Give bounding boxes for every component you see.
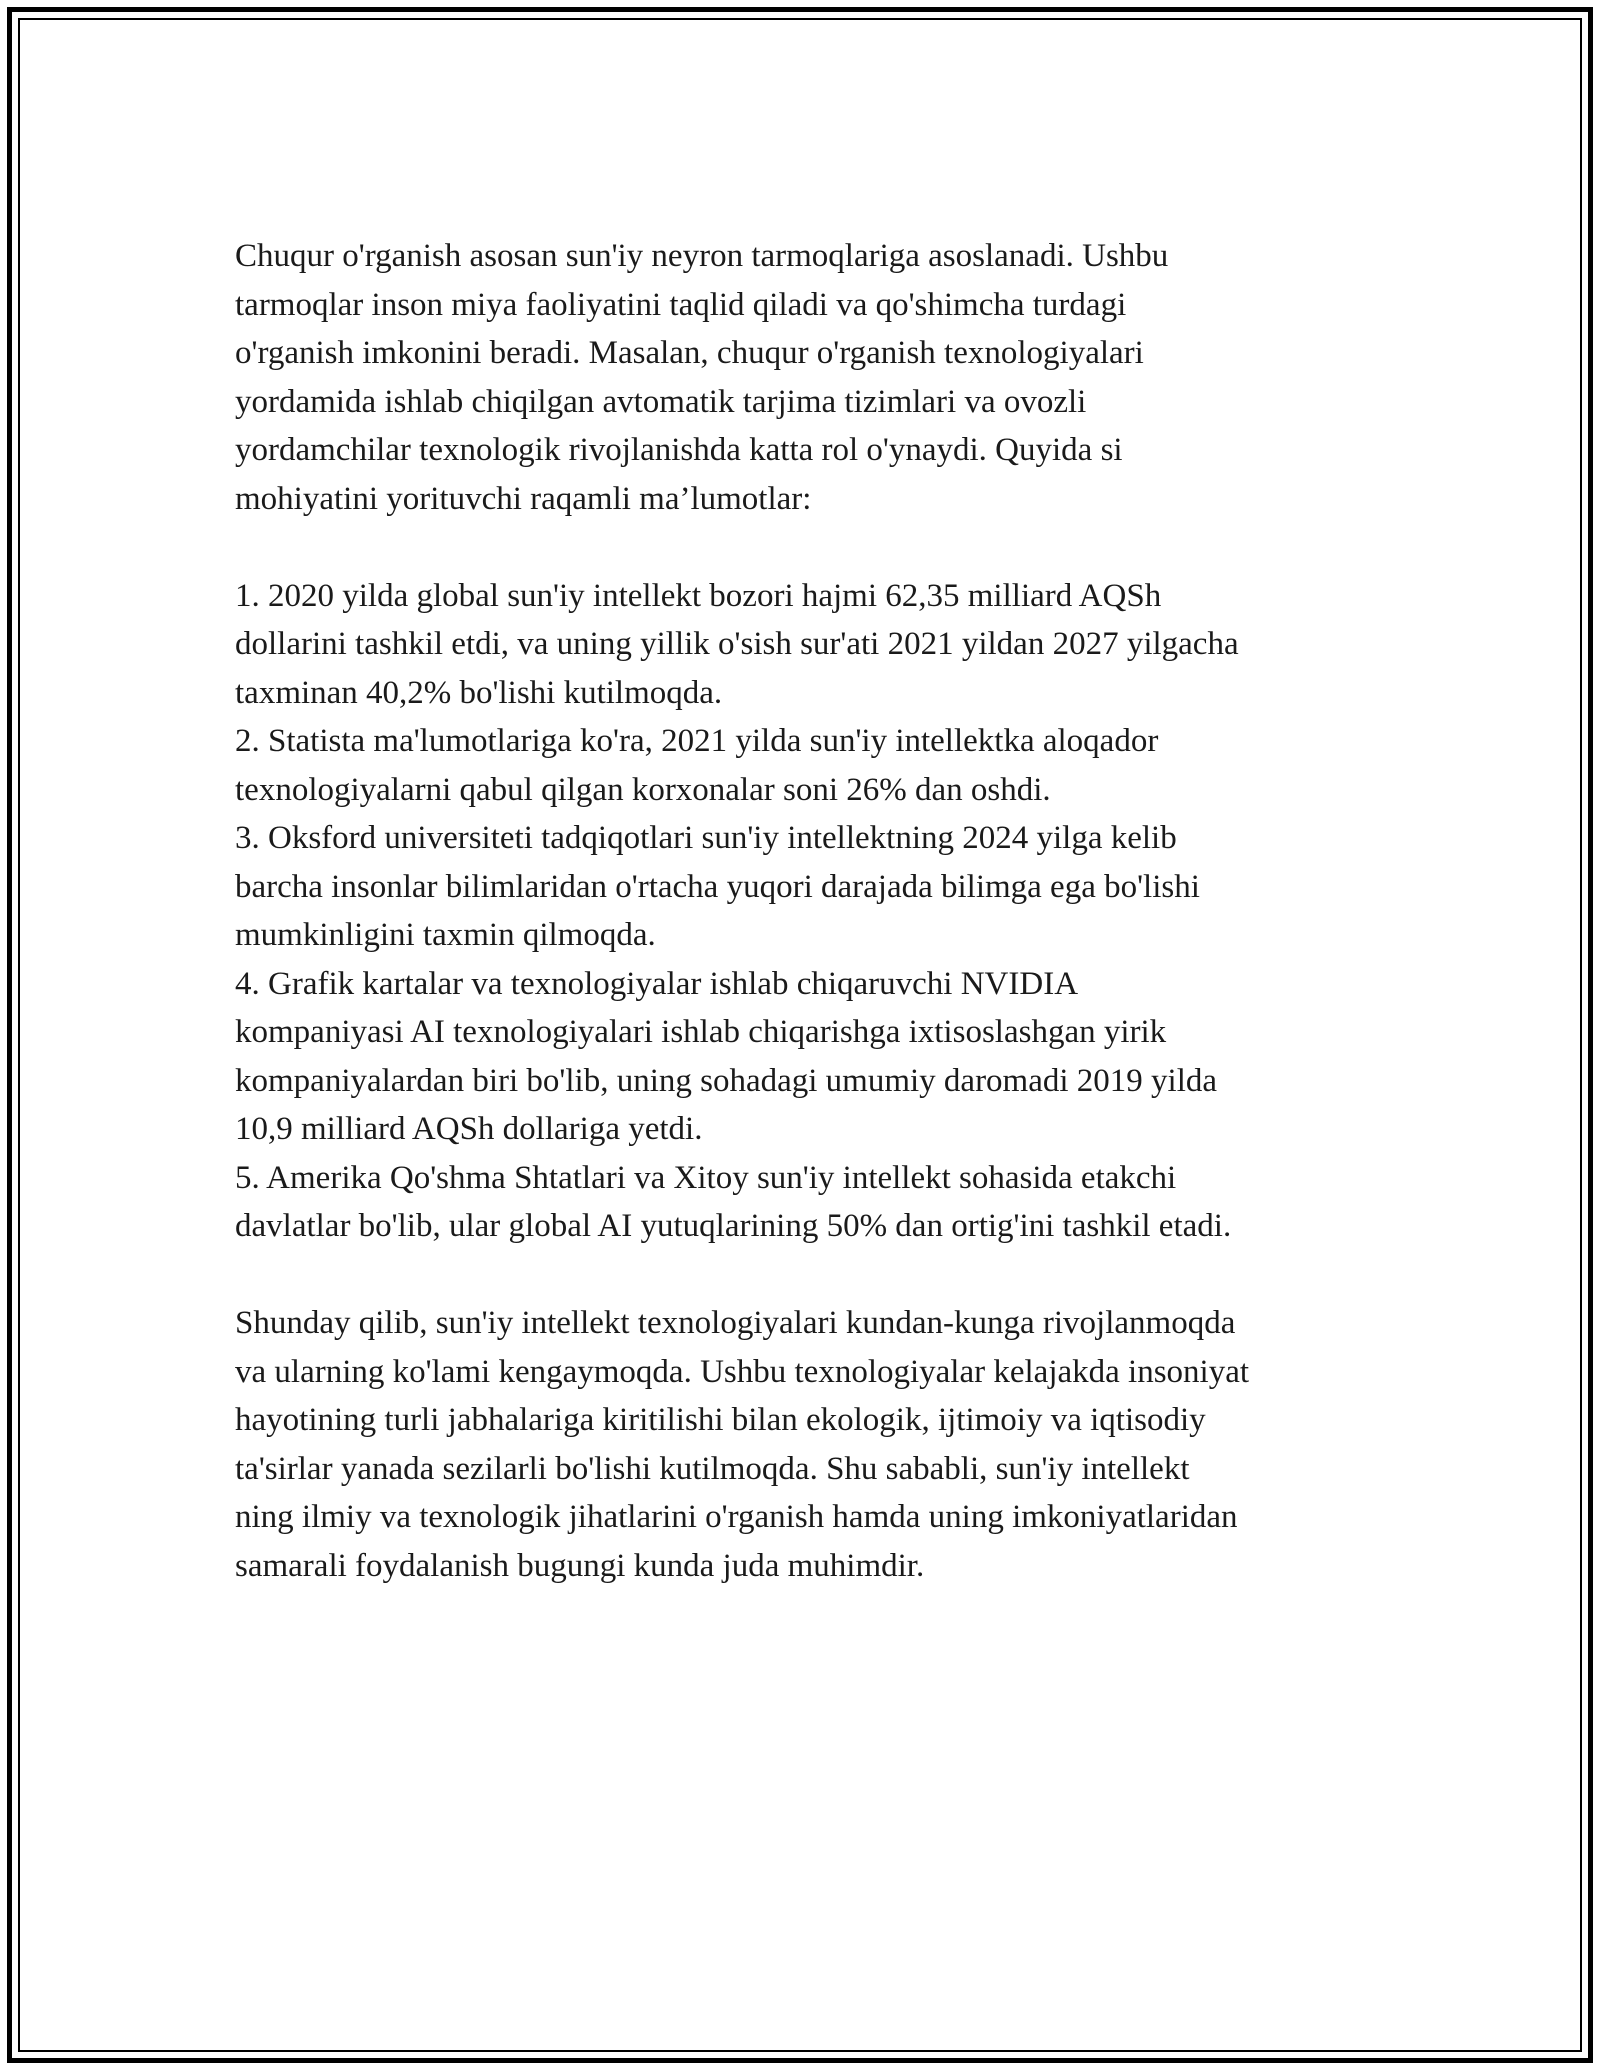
text-line: mohiyatini yorituvchi raqamli ma’lumotlar: <box>235 480 812 517</box>
facts-list <box>235 572 1385 1251</box>
text-line: yordamida ishlab chiqilgan avtomatik tarjima tizimlari va ovozli <box>235 383 1087 420</box>
text-line: 1. 2020 yilda global sun'iy intellekt bozori hajmi 62,35 milliard AQSh <box>235 577 1162 614</box>
text-line: barcha insonlar bilimlaridan o'rtacha yuqori darajada bilimga ega bo'lishi <box>235 868 1200 905</box>
text-line: hayotining turli jabhalariga kiritilishi bilan ekologik, ijtimoiy va iqtisodiy <box>235 1402 1206 1438</box>
text-line: dollarini tashkil etdi, va uning yillik o'sish sur'ati 2021 yildan 2027 yilgacha <box>235 626 1239 662</box>
text-line: davlatlar bo'lib, ular global AI yutuqlarining 50% dan ortig'ini tashkil etadi. <box>235 1208 1232 1244</box>
text-line: taxminan 40,2% bo'lishi kutilmoqda. <box>235 674 723 711</box>
text-line: kompaniyasi AI texnologiyalari ishlab chiqarishga ixtisoslashgan yirik <box>235 1014 1167 1050</box>
text-line: ning ilmiy va texnologik jihatlarini o'rganish hamda uning imkoniyatlaridan <box>235 1499 1238 1535</box>
text-line: 10,9 milliard AQSh dollariga yetdi. <box>235 1111 703 1147</box>
text-line: 4. Grafik kartalar va texnologiyalar ishlab chiqaruvchi NVIDIA <box>235 965 1079 1002</box>
intro-paragraph <box>235 232 1385 523</box>
conclusion-paragraph <box>235 1299 1385 1590</box>
text-line: tarmoqlar inson miya faoliyatini taqlid qiladi va qo'shimcha turdagi <box>235 286 1127 323</box>
text-line: 3. Oksford universiteti tadqiqotlari sun'iy intellektning 2024 yilga kelib <box>235 820 1177 856</box>
text-line: mumkinligini taxmin qilmoqda. <box>235 917 656 953</box>
text-line: o'rganish imkonini beradi. Masalan, chuqur o'rganish texnologiyalari <box>235 335 1144 371</box>
text-line: samarali foydalanish bugungi kunda juda muhimdir. <box>235 1547 925 1584</box>
text-line: ta'sirlar yanada sezilarli bo'lishi kutilmoqda. Shu sababli, sun'iy intellekt <box>235 1450 1190 1487</box>
text-line: 5. Amerika Qo'shma Shtatlari va Xitoy sun'iy intellekt sohasida etakchi <box>235 1159 1177 1196</box>
text-line: Chuqur o'rganish asosan sun'iy neyron tarmoqlariga asoslanadi. Ushbu <box>235 238 1169 274</box>
text-line: texnologiyalarni qabul qilgan korxonalar soni 26% dan oshdi. <box>235 771 1051 808</box>
text-line: kompaniyalardan biri bo'lib, uning sohadagi umumiy daromadi 2019 yilda <box>235 1062 1218 1099</box>
text-line: 2. Statista ma'lumotlariga ko'ra, 2021 yilda sun'iy intellektka aloqador <box>235 723 1159 759</box>
text-line: va ularning ko'lami kengaymoqda. Ushbu texnologiyalar kelajakda insoniyat <box>235 1353 1250 1390</box>
paragraph-gap <box>235 523 1385 572</box>
text-line: yordamchilar texnologik rivojlanishda katta rol o'ynaydi. Quyida si <box>235 432 1123 468</box>
paragraph-gap <box>235 1251 1385 1300</box>
text-line: Shunday qilib, sun'iy intellekt texnologiyalari kundan-kunga rivojlanmoqda <box>235 1305 1236 1341</box>
document-body <box>235 232 1385 1590</box>
